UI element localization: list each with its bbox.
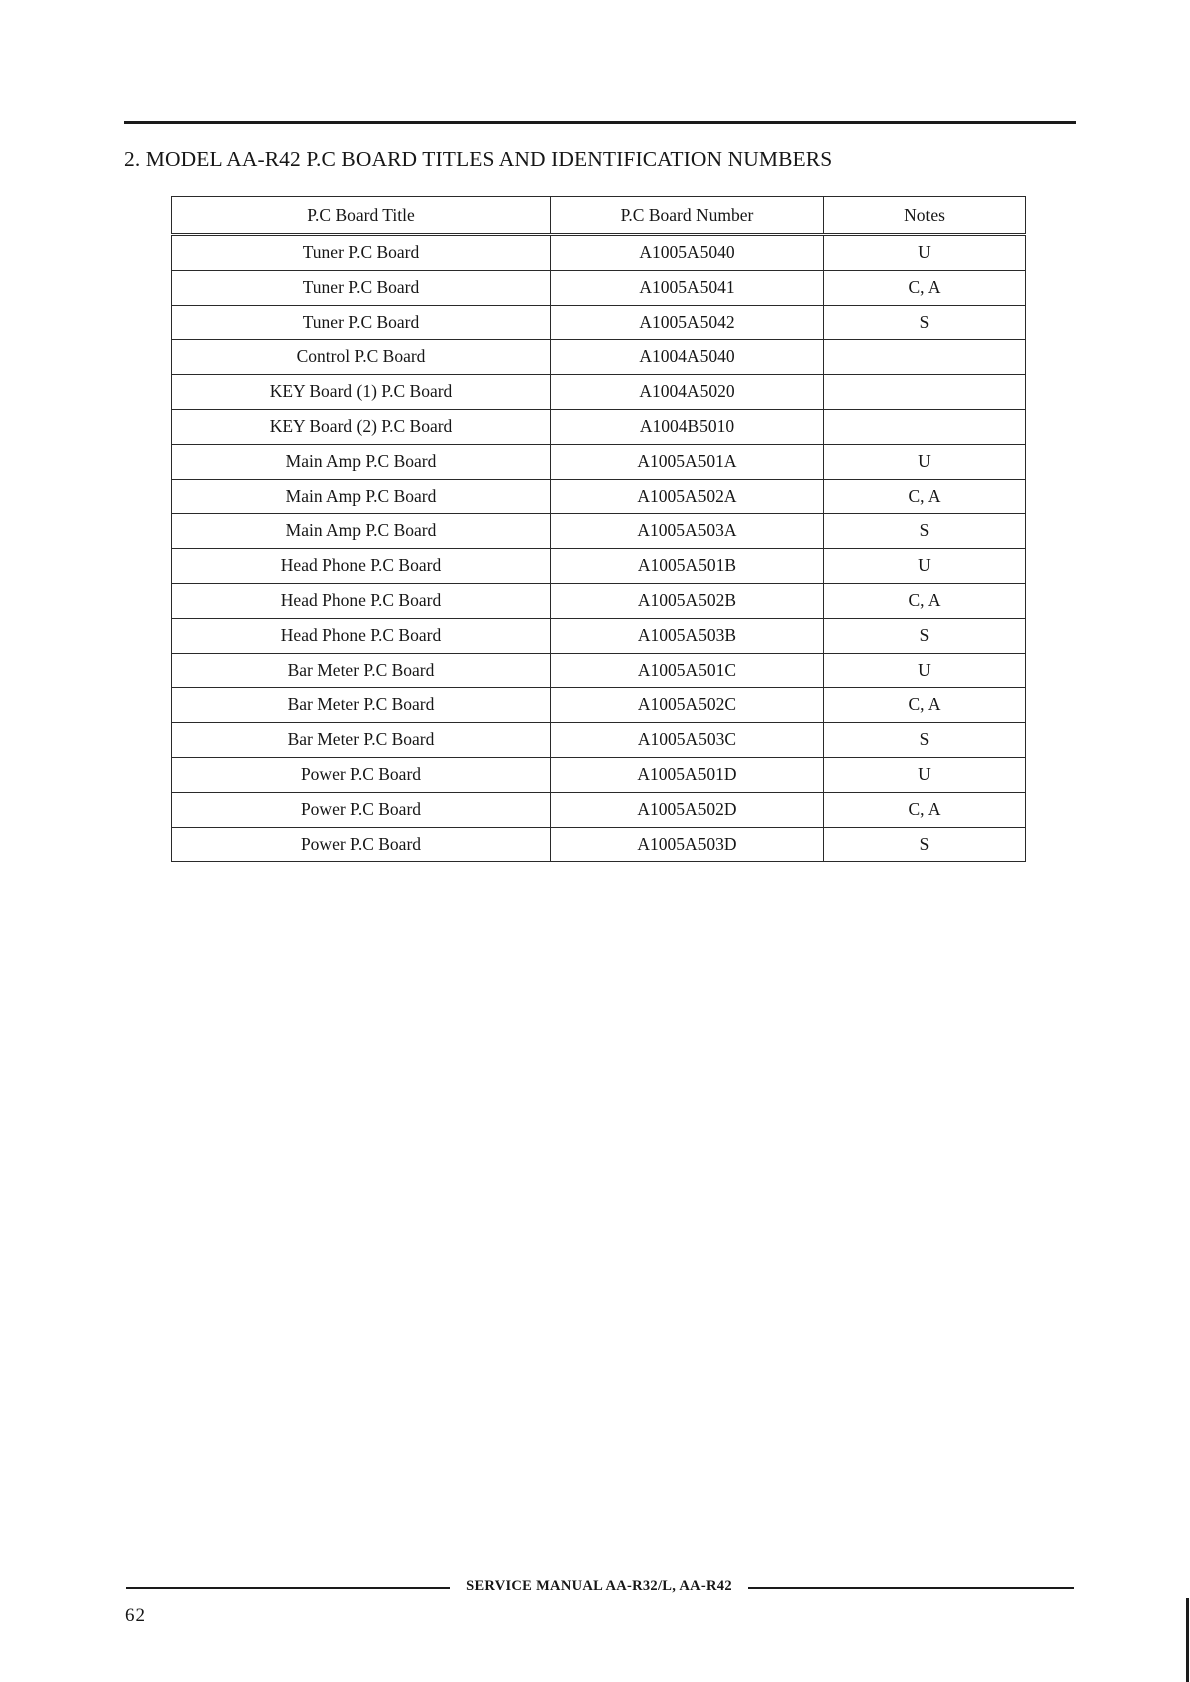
cell-board-number: A1005A502A [551, 479, 824, 514]
cell-notes: C, A [824, 688, 1026, 723]
column-header-number: P.C Board Number [551, 197, 824, 235]
cell-board-number: A1005A5042 [551, 305, 824, 340]
cell-board-title: Tuner P.C Board [172, 235, 551, 271]
cell-board-title: Power P.C Board [172, 792, 551, 827]
cell-board-title: KEY Board (2) P.C Board [172, 409, 551, 444]
table-row [172, 792, 1026, 827]
cell-board-number: A1005A501A [551, 444, 824, 479]
cell-board-number: A1004A5020 [551, 375, 824, 410]
scan-edge-mark [1186, 1598, 1189, 1682]
cell-notes: C, A [824, 792, 1026, 827]
cell-board-number: A1005A502C [551, 688, 824, 723]
table-row [172, 444, 1026, 479]
cell-board-number: A1005A5040 [551, 235, 824, 271]
table-row [172, 549, 1026, 584]
table-row [172, 583, 1026, 618]
footer-text: SERVICE MANUAL AA-R32/L, AA-R42 [466, 1578, 732, 1594]
cell-board-number: A1005A503C [551, 723, 824, 758]
cell-notes: U [824, 444, 1026, 479]
table-row [172, 270, 1026, 305]
cell-board-title: Power P.C Board [172, 827, 551, 862]
footer-rule-left [126, 1587, 450, 1589]
cell-notes: C, A [824, 479, 1026, 514]
cell-board-title: KEY Board (1) P.C Board [172, 375, 551, 410]
table-row [172, 618, 1026, 653]
page-number: 62 [125, 1605, 146, 1626]
cell-board-number: A1005A5041 [551, 270, 824, 305]
section-title: 2. MODEL AA-R42 P.C BOARD TITLES AND IDENTIFICATION NUMBERS [124, 147, 833, 171]
cell-notes: S [824, 514, 1026, 549]
cell-notes: U [824, 235, 1026, 271]
table-header-row [172, 197, 1026, 235]
cell-board-number: A1004A5040 [551, 340, 824, 375]
cell-notes: U [824, 549, 1026, 584]
footer-rule-right [748, 1587, 1074, 1589]
cell-board-number: A1005A502D [551, 792, 824, 827]
column-header-notes: Notes [824, 197, 1026, 235]
table-row [172, 375, 1026, 410]
cell-board-title: Bar Meter P.C Board [172, 723, 551, 758]
top-rule [124, 121, 1076, 124]
table-row [172, 479, 1026, 514]
table-row [172, 757, 1026, 792]
cell-notes [824, 340, 1026, 375]
cell-board-number: A1005A501B [551, 549, 824, 584]
cell-board-title: Tuner P.C Board [172, 305, 551, 340]
table-row [172, 409, 1026, 444]
cell-board-title: Head Phone P.C Board [172, 583, 551, 618]
cell-board-number: A1005A501D [551, 757, 824, 792]
cell-board-title: Bar Meter P.C Board [172, 653, 551, 688]
cell-board-title: Main Amp P.C Board [172, 479, 551, 514]
cell-board-number: A1005A501C [551, 653, 824, 688]
cell-notes: S [824, 827, 1026, 862]
table-row [172, 305, 1026, 340]
cell-board-title: Control P.C Board [172, 340, 551, 375]
cell-board-title: Power P.C Board [172, 757, 551, 792]
table-row [172, 688, 1026, 723]
table-row [172, 653, 1026, 688]
cell-board-title: Main Amp P.C Board [172, 444, 551, 479]
cell-notes [824, 375, 1026, 410]
cell-notes: C, A [824, 583, 1026, 618]
table-row [172, 340, 1026, 375]
cell-board-number: A1005A502B [551, 583, 824, 618]
cell-board-number: A1005A503D [551, 827, 824, 862]
cell-board-number: A1005A503A [551, 514, 824, 549]
cell-board-title: Main Amp P.C Board [172, 514, 551, 549]
cell-notes: S [824, 723, 1026, 758]
cell-board-title: Bar Meter P.C Board [172, 688, 551, 723]
cell-notes: S [824, 618, 1026, 653]
cell-notes [824, 409, 1026, 444]
table-row [172, 723, 1026, 758]
table-body [172, 235, 1026, 862]
cell-board-title: Tuner P.C Board [172, 270, 551, 305]
cell-board-number: A1005A503B [551, 618, 824, 653]
column-header-title: P.C Board Title [172, 197, 551, 235]
cell-notes: U [824, 757, 1026, 792]
pc-board-table [171, 196, 1026, 862]
cell-notes: C, A [824, 270, 1026, 305]
table-row [172, 235, 1026, 271]
cell-board-title: Head Phone P.C Board [172, 549, 551, 584]
table-row [172, 827, 1026, 862]
cell-notes: S [824, 305, 1026, 340]
cell-board-title: Head Phone P.C Board [172, 618, 551, 653]
cell-notes: U [824, 653, 1026, 688]
cell-board-number: A1004B5010 [551, 409, 824, 444]
table-row [172, 514, 1026, 549]
